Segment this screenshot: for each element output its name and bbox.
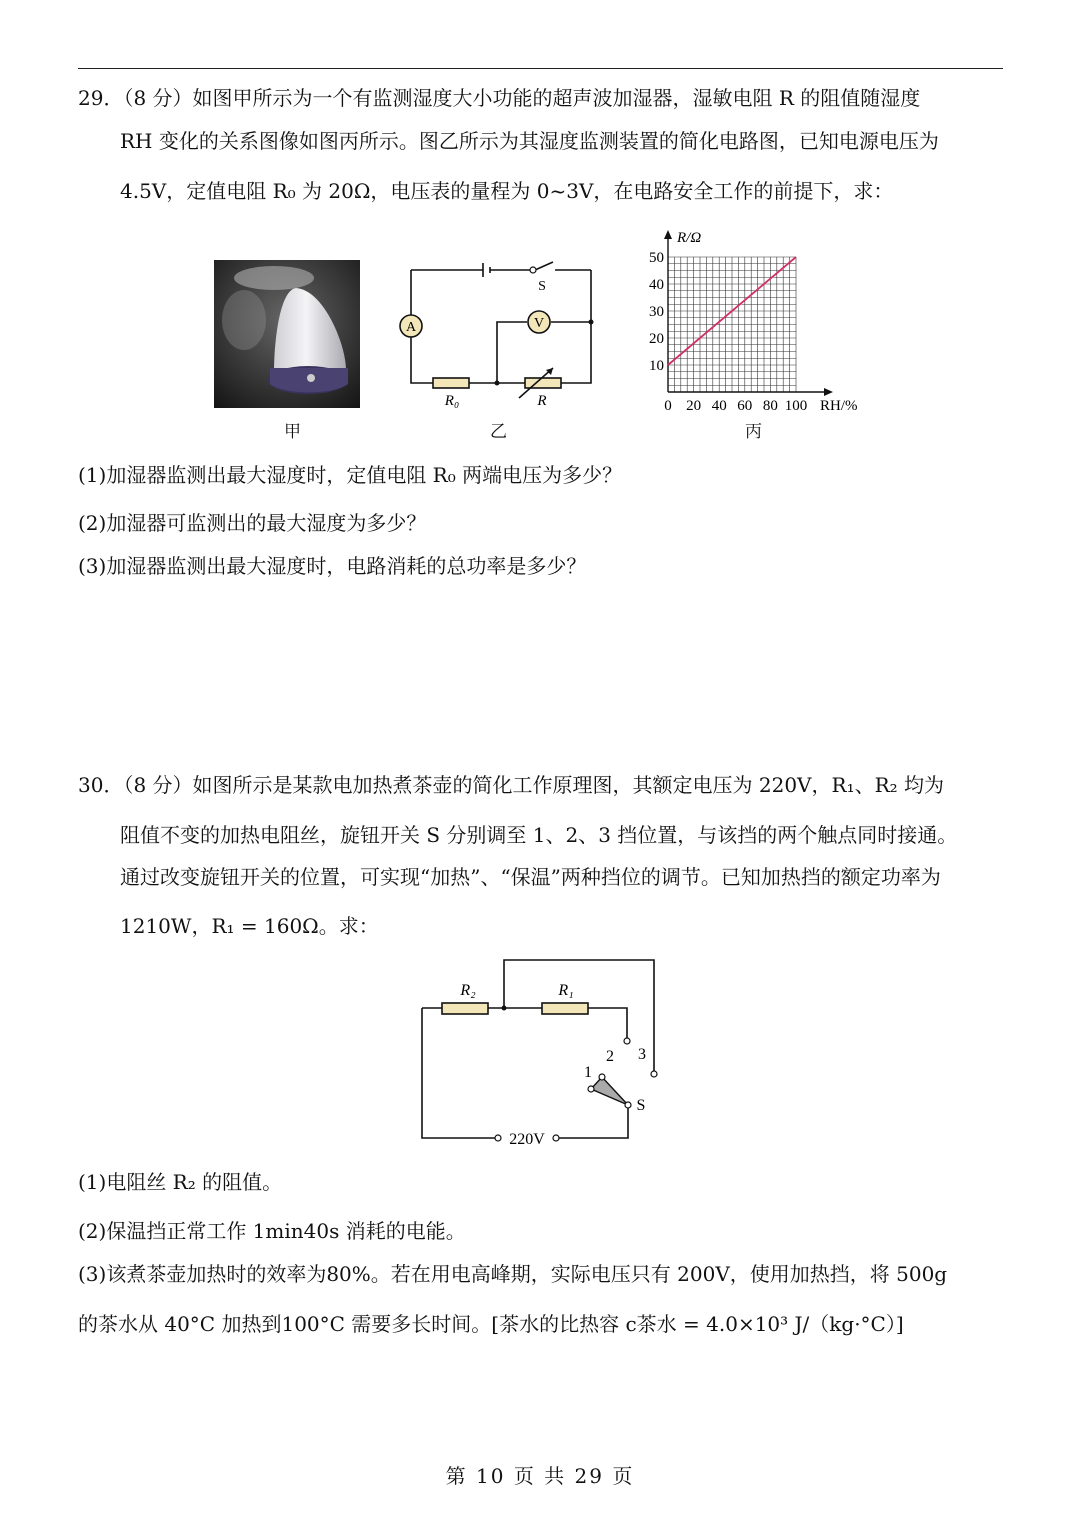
humidifier-photo xyxy=(214,260,360,408)
caption-jia: 甲 xyxy=(284,422,301,442)
monitoring-circuit xyxy=(395,260,610,420)
q29-line3: 4.5V，定值电阻 R₀ 为 20Ω，电压表的量程为 0~3V，在电路安全工作的前提下，求： xyxy=(120,179,894,203)
q30-line4: 1210W，R₁ = 160Ω。求： xyxy=(120,914,379,938)
q29-line2: RH 变化的关系图像如图丙所示。图乙所示为其湿度监测装置的简化电路图，已知电源电压为 xyxy=(120,129,939,153)
x-tick-label: 0 xyxy=(664,398,672,414)
chart-grid xyxy=(668,257,796,392)
x-tick-label: 80 xyxy=(762,398,778,414)
q29-sub3: (3)加湿器监测出最大湿度时，电路消耗的总功率是多少？ xyxy=(78,554,587,578)
q30-line2: 阻值不变的加热电阻丝，旋钮开关 S 分别调至 1、2、3 挡位置，与该挡的两个触点同时接通。 xyxy=(120,823,958,847)
contact-3-label: 3 xyxy=(638,1046,646,1063)
q29-sub2: (2)加湿器可监测出的最大湿度为多少？ xyxy=(78,511,427,535)
q30-sub3b: 的茶水从 40°C 加热到100°C 需要多长时间。[茶水的比热容 c茶水 = 4.0×10³ J/（kg·°C）] xyxy=(78,1312,904,1336)
y-tick-label: 50 xyxy=(649,250,664,266)
source-label: 220V xyxy=(509,1131,545,1148)
q29-sub1: (1)加湿器监测出最大湿度时，定值电阻 R₀ 两端电压为多少？ xyxy=(78,463,623,487)
q30-sub3: (3)该煮茶壶加热时的效率为80%。若在用电高峰期，实际电压只有 200V，使用加热挡，将 500g xyxy=(78,1262,948,1286)
y-tick-label: 10 xyxy=(649,358,664,374)
x-tick-label: 60 xyxy=(737,398,753,414)
x-tick-label: 20 xyxy=(686,398,702,414)
caption-bing: 丙 xyxy=(745,422,762,442)
teapot-circuit xyxy=(410,955,670,1155)
contact-2-label: 2 xyxy=(606,1048,614,1065)
x-tick-label: 100 xyxy=(784,398,808,414)
switch-label: S xyxy=(538,279,546,294)
q30-sub2: (2)保温挡正常工作 1min40s 消耗的电能。 xyxy=(78,1219,466,1243)
contact-1-label: 1 xyxy=(584,1064,592,1081)
y-tick-label: 30 xyxy=(649,304,664,320)
q29-line1: 29．（8 分）如图甲所示为一个有监测湿度大小功能的超声波加湿器，湿敏电阻 R 的阻值随湿度 xyxy=(78,86,921,110)
r2-label: R₂ xyxy=(460,982,476,999)
q30-line3: 通过改变旋钮开关的位置，可实现“加热”、“保温”两种挡位的调节。已知加热挡的额定功率为 xyxy=(120,865,941,889)
chart-ylabel: R/Ω xyxy=(677,230,702,246)
x-tick-label: 40 xyxy=(711,398,727,414)
y-tick-label: 20 xyxy=(649,331,664,347)
q30-line1: 30．（8 分）如图所示是某款电加热煮茶壶的简化工作原理图，其额定电压为 220V，R₁、R₂ 均为 xyxy=(78,773,945,797)
ammeter-label: A xyxy=(405,320,417,335)
voltmeter-label: V xyxy=(533,316,545,331)
y-tick-label: 40 xyxy=(649,277,664,293)
r0-label: R₀ xyxy=(444,393,460,409)
y-axis-arrow xyxy=(664,230,672,239)
q30-sub1: (1)电阻丝 R₂ 的阻值。 xyxy=(78,1170,283,1194)
switch-s-label: S xyxy=(636,1097,646,1114)
resistance-humidity-chart xyxy=(640,225,880,420)
chart-xlabel: RH/% xyxy=(820,398,858,414)
chart-axes xyxy=(664,230,833,396)
caption-yi: 乙 xyxy=(490,422,507,442)
chart-ticks xyxy=(649,250,807,414)
r1-label: R₁ xyxy=(558,982,574,999)
page-footer: 第 10 页 共 29 页 xyxy=(445,1464,635,1488)
top-rule xyxy=(78,68,1003,69)
x-axis-arrow xyxy=(824,388,833,396)
r-label: R xyxy=(537,393,547,409)
